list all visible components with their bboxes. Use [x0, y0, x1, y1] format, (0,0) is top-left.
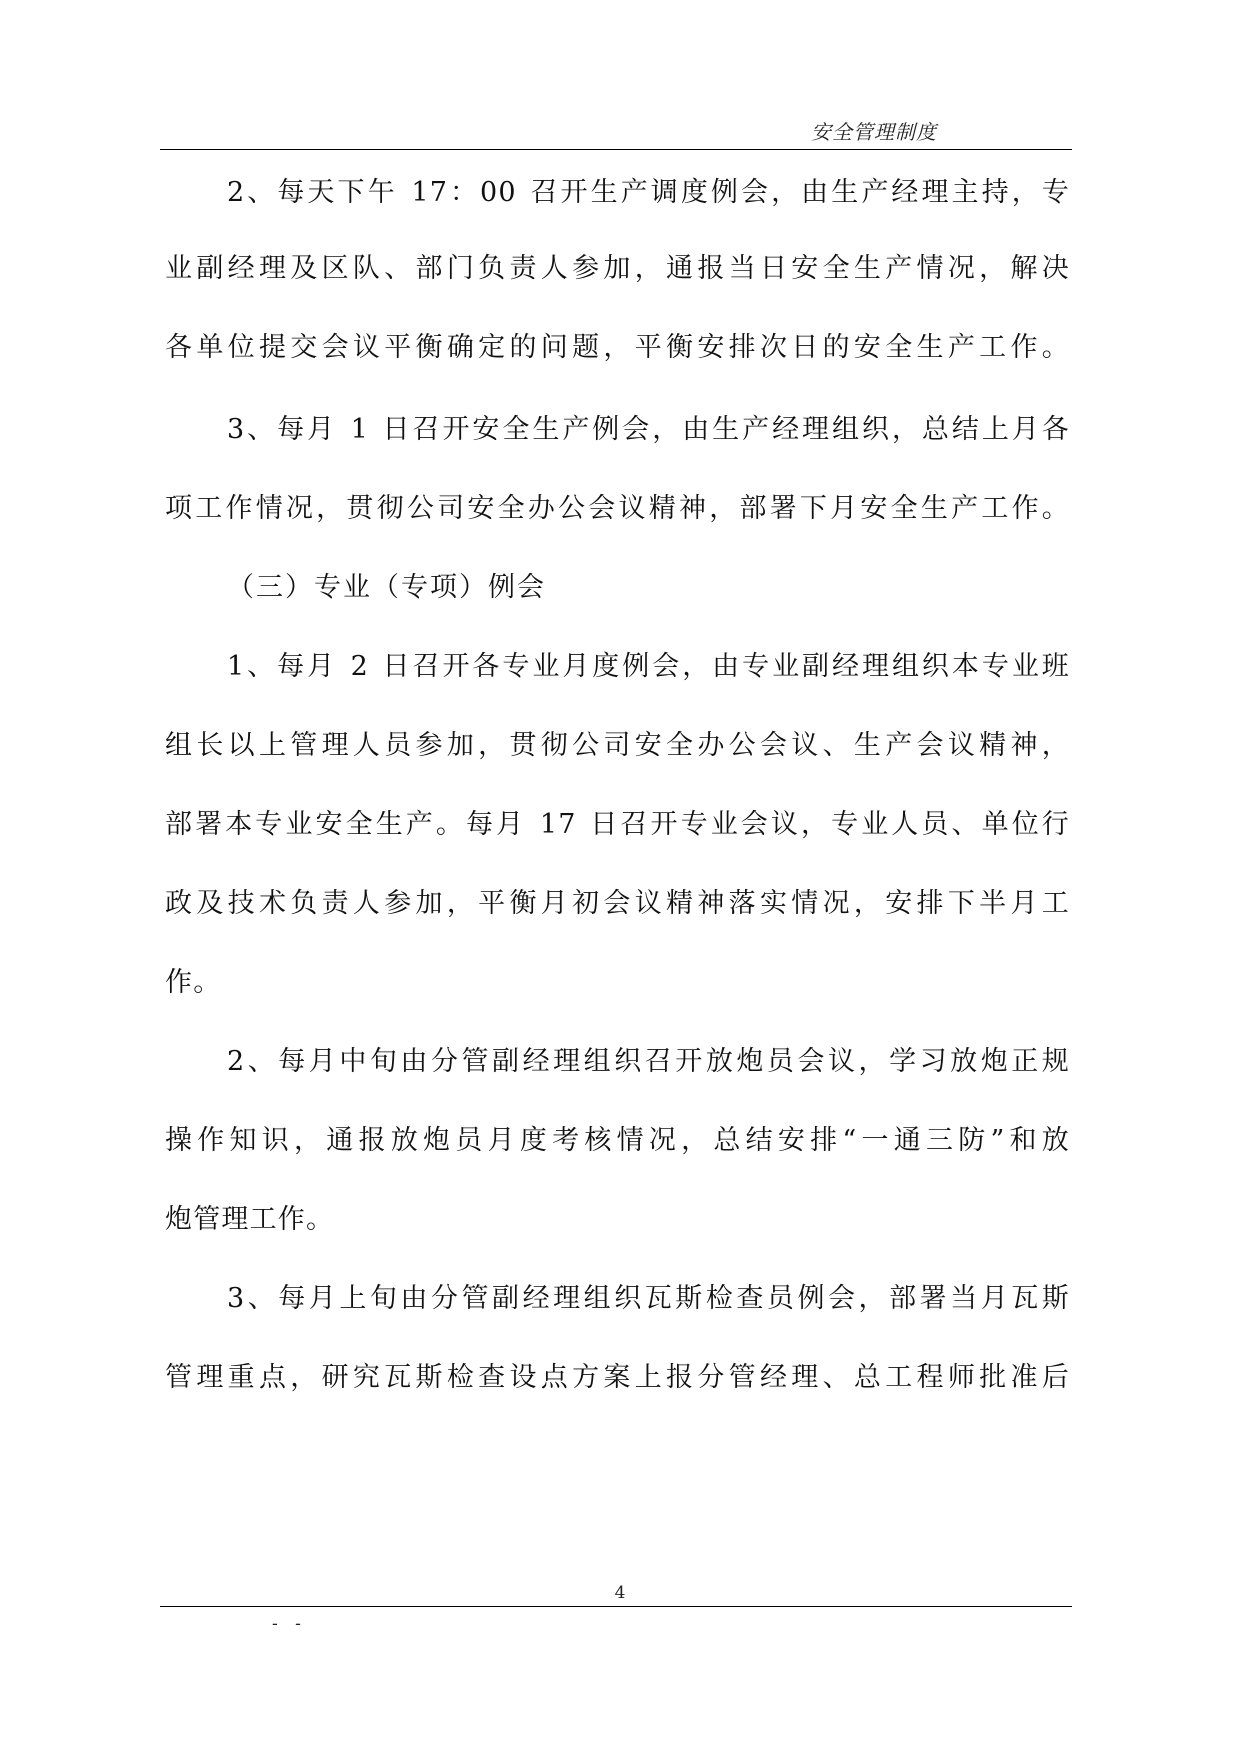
paragraph-line: 管理重点，研究瓦斯检查设点方案上报分管经理、总工程师批准后	[165, 1362, 1070, 1393]
footer-rule	[160, 1606, 1072, 1607]
paragraph-line: 操作知识，通报放炮员月度考核情况，总结安排“一通三防”和放	[165, 1125, 1070, 1156]
paragraph-line: 3、每月 1 日召开安全生产例会，由生产经理组织，总结上月各	[227, 414, 1070, 445]
header-title: 安全管理制度	[811, 120, 937, 144]
paragraph-line: 政及技术负责人参加，平衡月初会议精神落实情况，安排下半月工	[165, 888, 1070, 919]
paragraph-line: 项工作情况，贯彻公司安全办公会议精神，部署下月安全生产工作。	[165, 493, 1070, 524]
paragraph-line: 2、每月中旬由分管副经理组织召开放炮员会议，学习放炮正规	[227, 1046, 1070, 1077]
footer-marks: - -	[272, 1614, 307, 1634]
paragraph-line: 3、每月上旬由分管副经理组织瓦斯检查员例会，部署当月瓦斯	[227, 1283, 1070, 1314]
header-rule	[160, 149, 1072, 150]
paragraph-line: 各单位提交会议平衡确定的问题，平衡安排次日的安全生产工作。	[165, 332, 1070, 363]
paragraph-line: 炮管理工作。	[165, 1204, 335, 1235]
paragraph-line: 作。	[165, 967, 222, 998]
section-heading: （三）专业（专项）例会	[227, 572, 546, 603]
paragraph-line: 1、每月 2 日召开各专业月度例会，由专业副经理组织本专业班	[227, 651, 1070, 682]
paragraph-line: 部署本专业安全生产。每月 17 日召开专业会议，专业人员、单位行	[165, 809, 1070, 840]
paragraph-line: 业副经理及区队、部门负责人参加，通报当日安全生产情况，解决	[165, 253, 1070, 284]
page-number: 4	[614, 1583, 626, 1603]
paragraph-line: 组长以上管理人员参加，贯彻公司安全办公会议、生产会议精神，	[165, 730, 1070, 761]
paragraph-line: 2、每天下午 17：00 召开生产调度例会，由生产经理主持，专	[227, 177, 1070, 208]
